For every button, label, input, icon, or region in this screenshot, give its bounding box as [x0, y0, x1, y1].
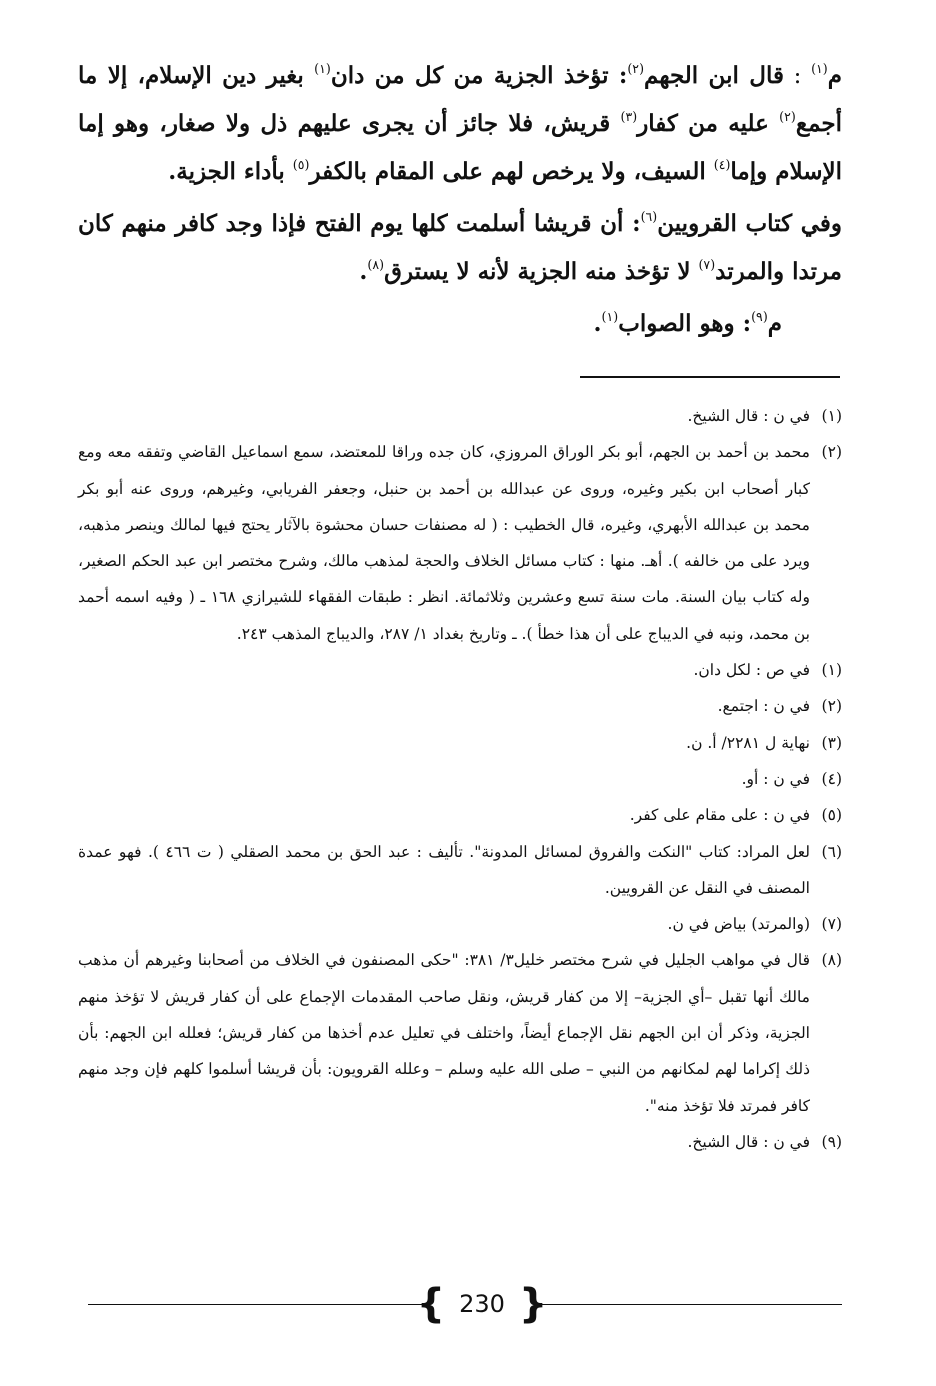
- text-span: السيف، ولا يرخص لهم على المقام بالكفر: [309, 158, 714, 185]
- footer-line-left: [88, 1304, 428, 1305]
- footnote-text: في ص : لكل دان.: [693, 661, 810, 680]
- footnote-text: (والمرتد) بياض في ن.: [667, 915, 810, 934]
- footnote-number: (٥): [821, 806, 842, 825]
- text-span: بغير دين الإسلام، إلا ما أجمع: [78, 62, 842, 137]
- footnote: [78, 725, 842, 761]
- text-span: : وهو الصواب: [618, 310, 752, 337]
- footnote-text: محمد بن أحمد بن الجهم، أبو بكر الوراق المروزي، كان جده وراقا للمعتضد، سمع اسماعيل القاضي وتفقه معه ومع كبار أصحاب ابن بكير وغيره، وروى عن عبدالله بن أحمد بن حنبل، وجعفر الفريابي، وغيرهم، وروى عنه أبو بكر محمد بن عبدالله الأبهري، وغيره، قال الخطيب : ( له مصنفات حسان محشوة بالآثار يحتج فيها لمالك وينصر مذهبه، ويرد على من خالفه ). أهـ. منها : كتاب مسائل الخلاف والحجة لمذهب مالك، وشرح مختصر ابن عبد الحكم الصغير، وله كتاب بيان السنة. مات سنة تسع وعشرين وثلاثمائة. انظر : طبقات الفقهاء للشيرازي ١٦٨ ـ ( وفيه اسمه أحمد بن محمد، ونبه في الديباج على أن هذا خطأ ). ـ وتاريخ بغداد ١/ ٢٨٧، والديباج المذهب ٢٤٣.: [78, 443, 810, 643]
- footnote: [78, 797, 842, 833]
- text-span: : تؤخذ الجزية من كل من دان: [330, 62, 628, 89]
- footnote: [78, 434, 842, 652]
- ref-11: (٩): [751, 308, 768, 324]
- footnotes: [78, 398, 842, 1160]
- speaker-name: قال ابن الجهم: [644, 62, 784, 89]
- bracket-open: {: [416, 1281, 446, 1327]
- footnote: [78, 834, 842, 907]
- text-span: .: [359, 258, 368, 285]
- text-span: عليه من كفار: [637, 110, 780, 137]
- footnote-divider: [580, 376, 840, 378]
- footnote: [78, 761, 842, 797]
- footnote: [78, 1124, 842, 1160]
- book-title: وفي كتاب القرويين: [657, 210, 842, 237]
- main-text: [78, 52, 842, 352]
- footnote: [78, 398, 842, 434]
- footnote: [78, 942, 842, 1123]
- footnote-text: قال في مواهب الجليل في شرح مختصر خليل٣/ ٣٨١: "حكى المصنفون في الخلاف من أصحابنا وغيرهم أن مذهب مالك أنها تقبل –أي الجزية– إلا من كفار قريش، ونقل صاحب المقدمات الإجماع على أن كفار قريش لا تؤخذ منهم الجزية، وذكر أن ابن الجهم نقل الإجماع أيضاً، واختلف في تعليل عدم أخذها من كفار قريش؛ فعلله ابن الجهم: بأن ذلك إكراما لهم لمكانهم من النبي – صلى الله عليه وسلم – وعلله القرويون: بأن قريشا أسلموا كلهم فإن وجد منهم كافر فمرتد فلا تؤخذ منه".: [78, 951, 810, 1115]
- text-span: لا تؤخذ منه الجزية لأنه لا يسترق: [384, 258, 699, 285]
- footnote-number: (٢): [821, 443, 842, 462]
- ref-8: (٦): [640, 208, 658, 224]
- footnote-text: في ن : اجتمع.: [717, 697, 810, 716]
- footnote-number: (١): [821, 661, 842, 680]
- footnote-number: (٢): [821, 697, 842, 716]
- ref-4: (٢): [779, 108, 796, 124]
- paragraph-ibn-al-jahm: [78, 52, 842, 196]
- ref-10: (٨): [367, 256, 385, 272]
- footnote-number: (٨): [821, 951, 842, 970]
- ref-12: (١): [601, 308, 619, 324]
- text-span: بأداء الجزية.: [168, 158, 293, 185]
- footnote-number: (٣): [821, 733, 842, 752]
- ref-7: (٥): [292, 156, 310, 172]
- ref-1: (١): [811, 60, 828, 76]
- footnote-text: في ن : قال الشيخ.: [687, 1132, 810, 1151]
- marker-m: م: [767, 310, 782, 337]
- page-number-box: [416, 1276, 548, 1332]
- footnote: [78, 652, 842, 688]
- marker-m: م: [827, 62, 842, 89]
- paragraph-correct: [78, 300, 842, 348]
- ref-9: (٧): [698, 256, 716, 272]
- text-span: : أن قريشا أسلمت كلها يوم الفتح فإذا وجد كافر منهم كان مرتدا والمرتد: [78, 210, 842, 285]
- ref-2: (٢): [627, 60, 645, 76]
- footnote-text: لعل المراد: كتاب "النكت والفروق لمسائل المدونة". تأليف : عبد الحق بن محمد الصقلي ( ت ٤٦٦ ). فهو عمدة المصنف في النقل عن القرويين.: [78, 842, 810, 897]
- page-number: 230: [459, 1290, 505, 1318]
- footnote-number: (٦): [821, 842, 842, 861]
- footnote-text: في ن : على مقام على كفر.: [629, 806, 810, 825]
- footnote-text: نهاية ل ٢٢٨١/ أ. ن.: [686, 733, 810, 752]
- footnote-text: في ن : قال الشيخ.: [687, 407, 810, 425]
- footer-line-right: [536, 1304, 842, 1305]
- footnote: [78, 906, 842, 942]
- footnote-number: (٧): [821, 915, 842, 934]
- page-footer: [78, 1276, 842, 1332]
- footnote: [78, 688, 842, 724]
- text-span: :: [783, 63, 812, 89]
- footnote-number: (٩): [821, 1132, 842, 1151]
- text-span: .: [593, 310, 602, 337]
- footnote-number: (١): [821, 407, 842, 425]
- paragraph-qarawiyyin: [78, 200, 842, 296]
- bracket-close: }: [518, 1281, 548, 1327]
- footnote-number: (٤): [821, 769, 842, 788]
- footnote-text: في ن : أو.: [741, 769, 810, 788]
- text-span: قريش، فلا جائز أن يجرى عليهم ذل ولا صغار، وهو إما الإسلام وإما: [78, 110, 842, 185]
- ref-5: (٣): [620, 108, 638, 124]
- ref-6: (٤): [713, 156, 731, 172]
- ref-3: (١): [314, 60, 331, 76]
